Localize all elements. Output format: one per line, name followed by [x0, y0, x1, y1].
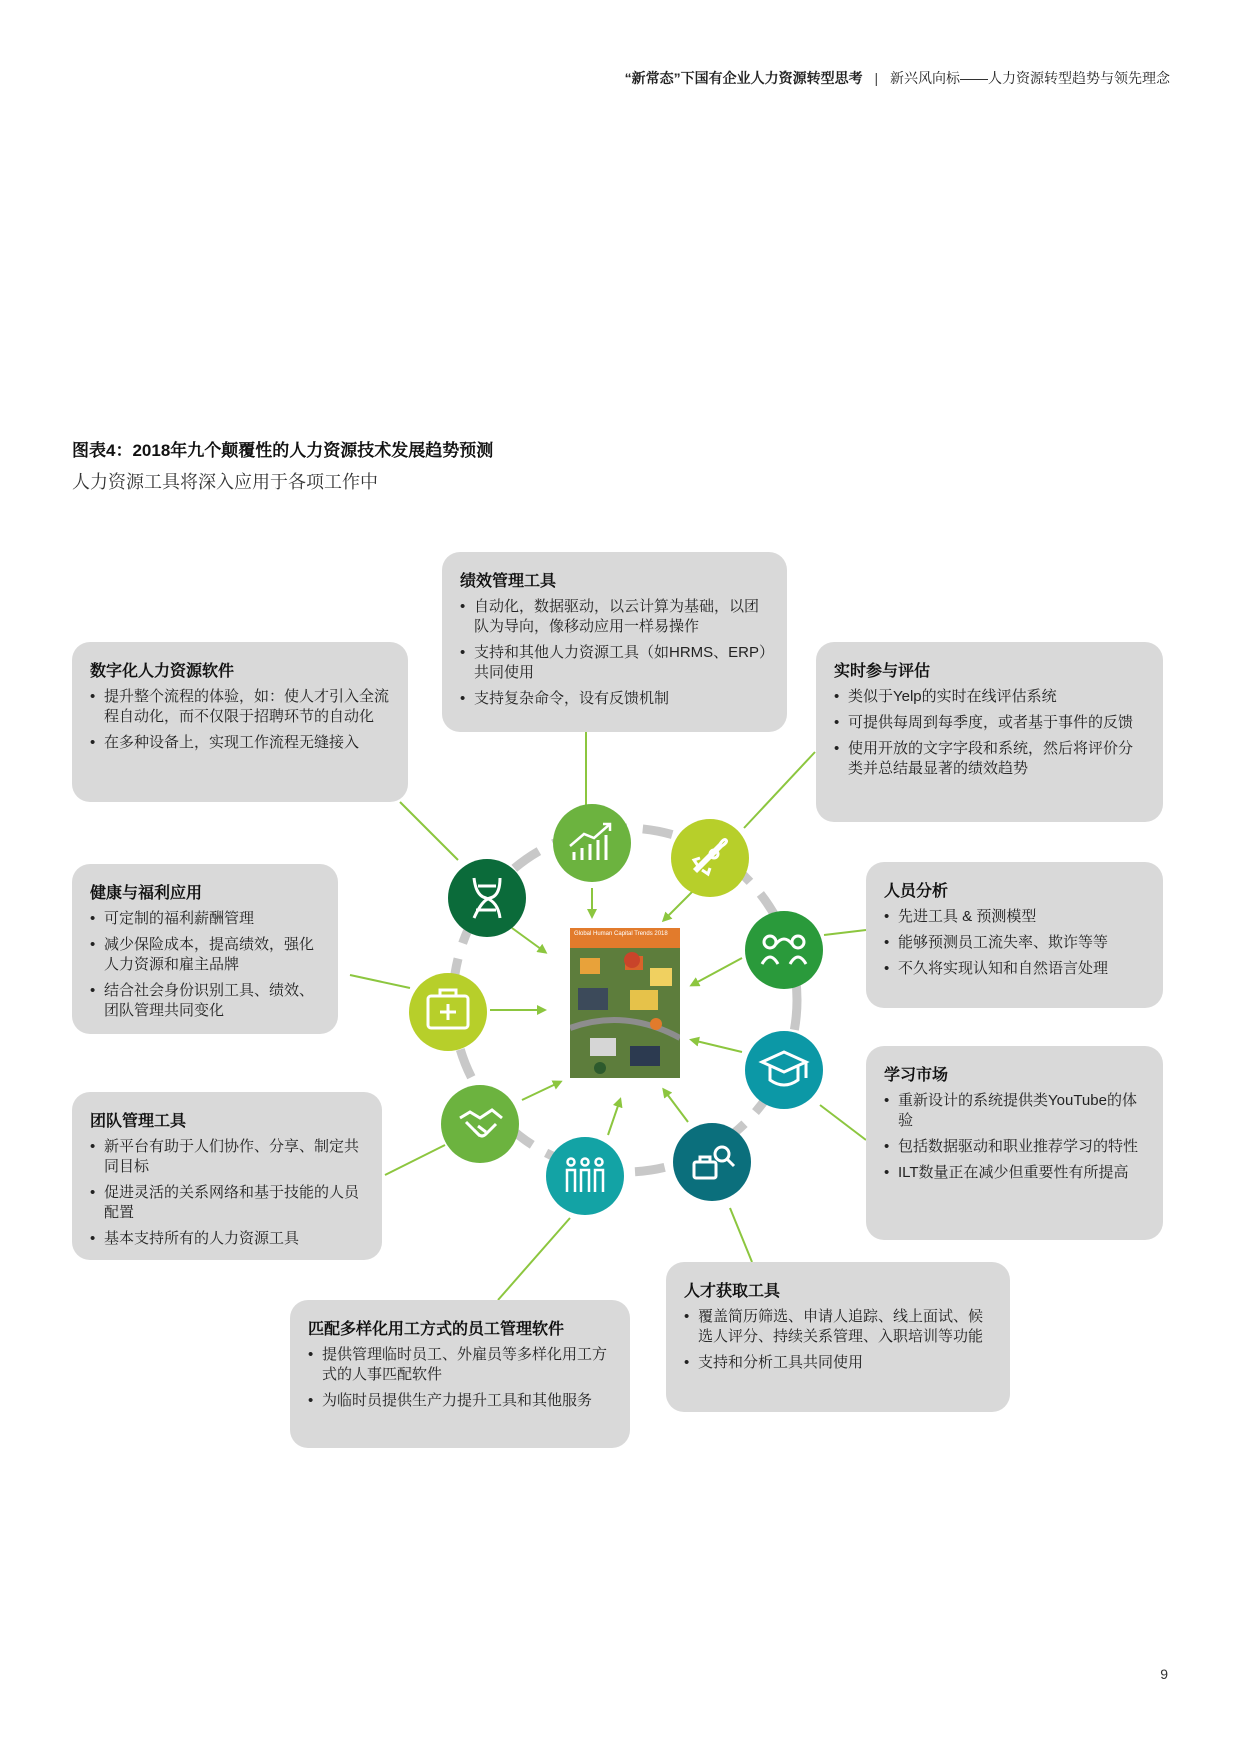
- box-list: [884, 1091, 1147, 1183]
- box-people-analytics: [866, 862, 1163, 1008]
- list-item: • 基本支持所有的人力资源工具: [90, 1229, 366, 1249]
- box-title: 人才获取工具: [684, 1283, 781, 1300]
- connector-realtime: [744, 752, 815, 828]
- list-item: • 为临时员提供生产力提升工具和其他服务: [308, 1391, 614, 1411]
- report-cover-title: Global Human Capital Trends 2018: [574, 931, 668, 937]
- arrow-from-workers: [608, 1100, 620, 1135]
- box-team-management: [72, 1092, 382, 1260]
- arrow-from-learning: [692, 1040, 742, 1052]
- list-item: • 能够预测员工流失率、欺诈等等: [884, 933, 1147, 953]
- connector-wellness: [350, 975, 410, 988]
- list-item: • 促进灵活的关系网络和基于技能的人员配置: [90, 1183, 366, 1223]
- list-item: • 包括数据驱动和职业推荐学习的特性: [884, 1137, 1147, 1157]
- box-list: [834, 687, 1147, 779]
- page-number: 9: [1160, 1666, 1168, 1682]
- box-title: 学习市场: [884, 1067, 949, 1084]
- workers-icon: [546, 1137, 624, 1215]
- header-separator: |: [874, 70, 879, 86]
- graduation-cap-icon: [745, 1031, 823, 1109]
- list-item: • 支持复杂命令，设有反馈机制: [460, 689, 771, 709]
- box-realtime-evaluation: [816, 642, 1163, 822]
- box-workforce-software: [290, 1300, 630, 1448]
- connector-talent: [730, 1208, 752, 1262]
- box-title: 团队管理工具: [90, 1113, 187, 1130]
- arrow-from-talent: [664, 1090, 688, 1122]
- handshake-icon: [441, 1085, 519, 1163]
- people-network-icon: [745, 911, 823, 989]
- list-item: • ILT数量正在减少但重要性有所提高: [884, 1163, 1147, 1183]
- arrow-from-rocket: [664, 888, 696, 920]
- box-list: [684, 1307, 994, 1373]
- medical-kit-icon: [409, 973, 487, 1051]
- connector-analytics: [824, 930, 866, 935]
- connector-team: [385, 1145, 445, 1175]
- box-title: 数字化人力资源软件: [90, 663, 235, 680]
- list-item: • 减少保险成本，提高绩效，强化人力资源和雇主品牌: [90, 935, 322, 975]
- rocket-icon: [671, 819, 749, 897]
- box-list: [90, 1137, 366, 1249]
- header-subtitle: 新兴风向标——人力资源转型趋势与领先理念: [890, 70, 1170, 86]
- box-list: [90, 687, 392, 753]
- box-learning-market: [866, 1046, 1163, 1240]
- box-performance-tools: [442, 552, 787, 732]
- header-title: “新常态”下国有企业人力资源转型思考: [624, 70, 863, 86]
- box-list: [308, 1345, 614, 1411]
- list-item: • 自动化，数据驱动，以云计算为基础，以团队为导向，像移动应用一样易操作: [460, 597, 771, 637]
- figure-subtitle: 人力资源工具将深入应用于各项工作中: [72, 472, 378, 492]
- connector-digital-hr: [400, 802, 458, 860]
- list-item: • 提升整个流程的体验，如：使人才引入全流程自动化，而不仅限于招聘环节的自动化: [90, 687, 392, 727]
- figure-title: 图表4：2018年九个颠覆性的人力资源技术发展趋势预测: [72, 441, 494, 460]
- list-item: • 覆盖简历筛选、申请人追踪、线上面试、候选人评分、持续关系管理、入职培训等功能: [684, 1307, 994, 1347]
- list-item: • 使用开放的文字字段和系统，然后将评价分类并总结最显著的绩效趋势: [834, 739, 1147, 779]
- box-title: 匹配多样化用工方式的员工管理软件: [308, 1321, 565, 1338]
- list-item: • 可提供每周到每季度，或者基于事件的反馈: [834, 713, 1147, 733]
- box-list: [884, 907, 1147, 979]
- list-item: • 支持和其他人力资源工具（如HRMS、ERP）共同使用: [460, 643, 771, 683]
- list-item: • 新平台有助于人们协作、分享、制定共同目标: [90, 1137, 366, 1177]
- box-talent-acquisition: [666, 1262, 1010, 1412]
- list-item: • 支持和分析工具共同使用: [684, 1353, 994, 1373]
- connector-workforce: [498, 1218, 570, 1300]
- arrow-from-dna: [512, 928, 545, 952]
- arrow-from-analytics: [692, 958, 742, 985]
- list-item: • 重新设计的系统提供类YouTube的体验: [884, 1091, 1147, 1131]
- box-list: [90, 909, 322, 1021]
- list-item: • 类似于Yelp的实时在线评估系统: [834, 687, 1147, 707]
- arrow-from-handshake: [522, 1082, 560, 1100]
- list-item: • 不久将实现认知和自然语言处理: [884, 959, 1147, 979]
- chart-growth-icon: [553, 804, 631, 882]
- box-title: 绩效管理工具: [460, 573, 557, 590]
- box-title: 人员分析: [884, 883, 949, 900]
- box-title: 健康与福利应用: [90, 885, 203, 902]
- dna-icon: [448, 859, 526, 937]
- report-cover-image: [570, 928, 680, 1078]
- list-item: • 在多种设备上，实现工作流程无缝接入: [90, 733, 392, 753]
- list-item: • 结合社会身份识别工具、绩效、团队管理共同变化: [90, 981, 322, 1021]
- briefcase-search-icon: [673, 1123, 751, 1201]
- list-item: • 可定制的福利薪酬管理: [90, 909, 322, 929]
- box-title: 实时参与评估: [834, 663, 931, 680]
- list-item: • 提供管理临时员工、外雇员等多样化用工方式的人事匹配软件: [308, 1345, 614, 1385]
- list-item: • 先进工具 & 预测模型: [884, 907, 1147, 927]
- connector-learning: [820, 1105, 866, 1140]
- box-wellness-apps: [72, 864, 338, 1034]
- box-list: [460, 597, 771, 709]
- box-digital-hr-software: [72, 642, 408, 802]
